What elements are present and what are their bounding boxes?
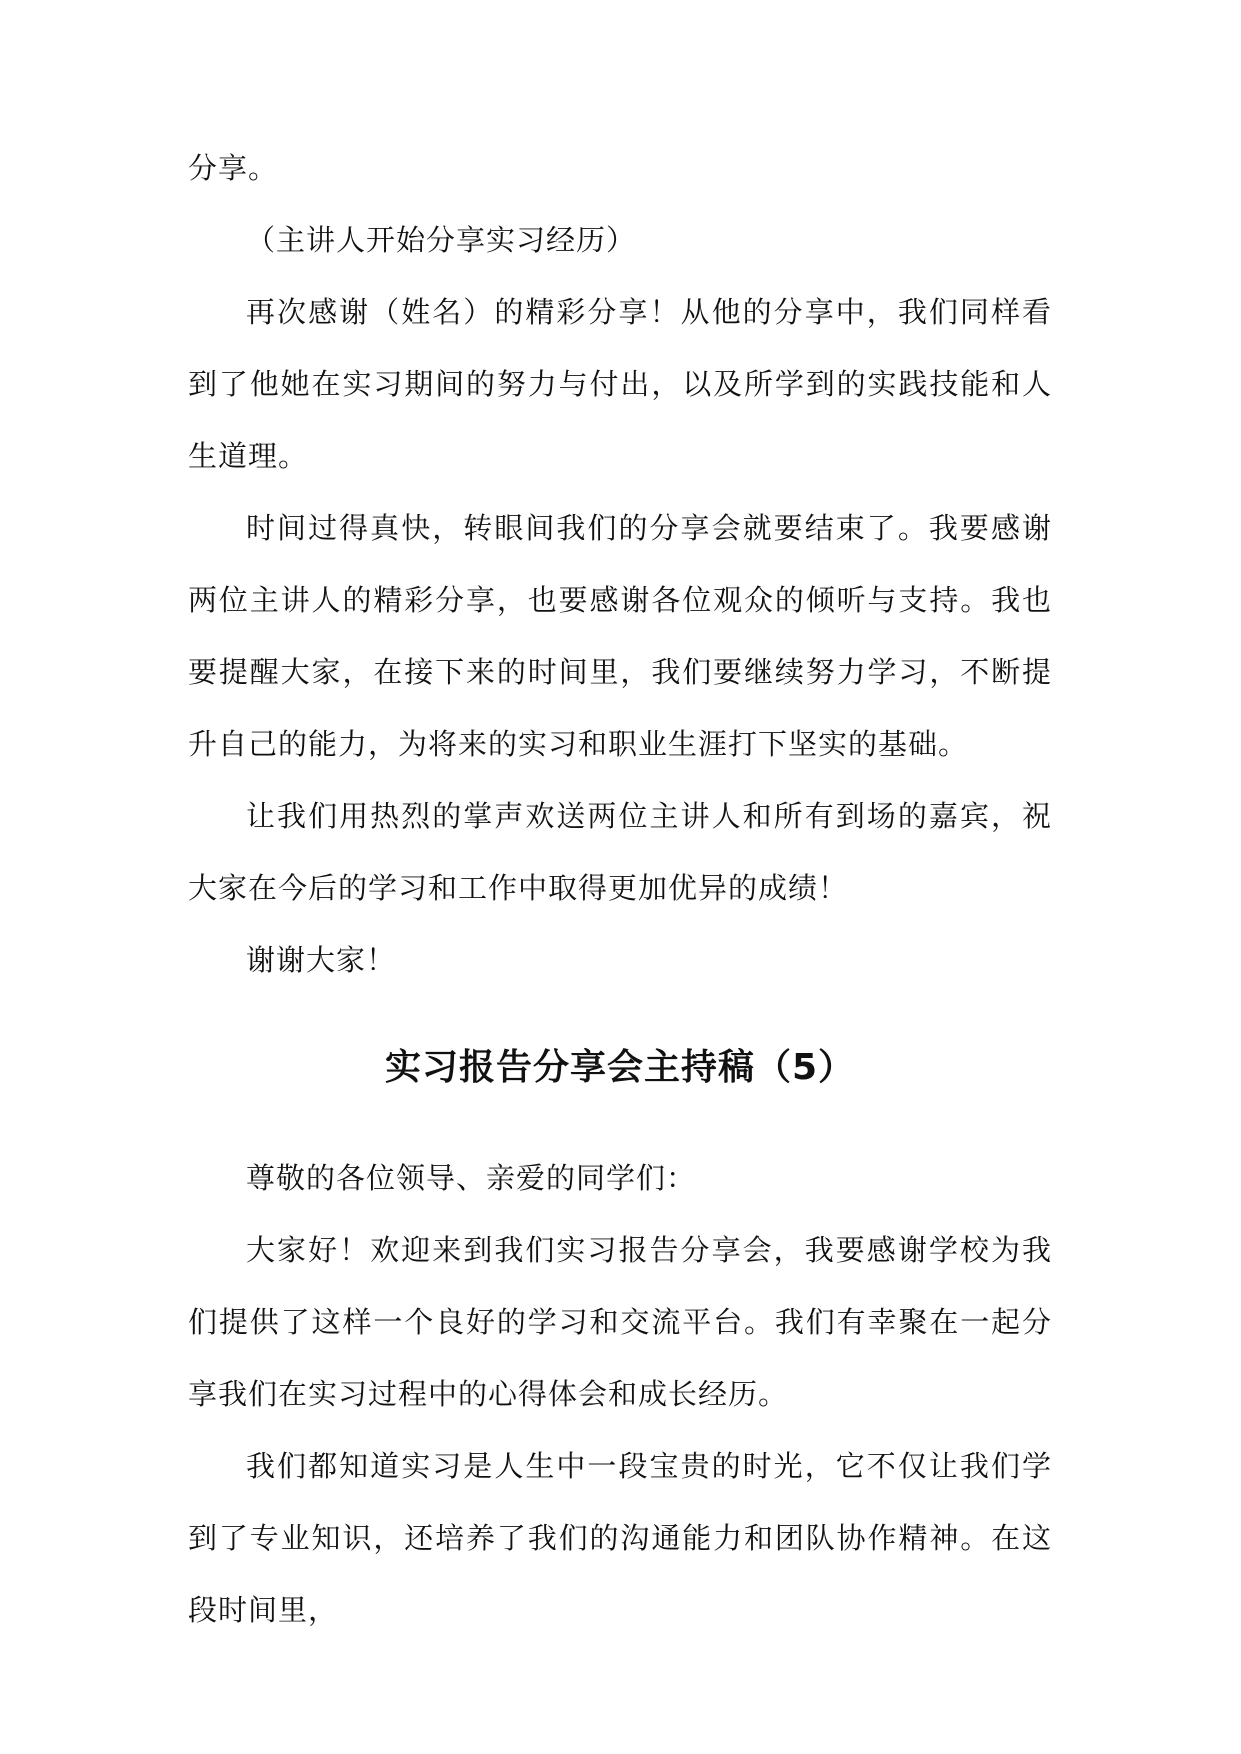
paragraph-stage-note: （主讲人开始分享实习经历） bbox=[246, 223, 637, 257]
paragraph-thank-you: 谢谢大家！ bbox=[246, 943, 397, 977]
paragraph-greeting: 尊敬的各位领导、亲爱的同学们： bbox=[246, 1161, 697, 1195]
section-title: 实习报告分享会主持稿（5） bbox=[384, 1047, 856, 1088]
paragraph-thanks: 再次感谢（姓名）的精彩分享！从他的分享中，我们同样看到了他她在实习期间的努力与付出，以及所学到的实践技能和人生道理。 bbox=[188, 295, 1052, 473]
paragraph-continued: 分享。 bbox=[188, 151, 279, 185]
paragraph-closing: 时间过得真快，转眼间我们的分享会就要结束了。我要感谢两位主讲人的精彩分享，也要感谢各位观众的倾听与支持。我也要提醒大家，在接下来的时间里，我们要继续努力学习，不断提升自己的能力，为将来的实习和职业生涯打下坚实的基础。 bbox=[188, 511, 1052, 761]
paragraph-farewell: 让我们用热烈的掌声欢送两位主讲人和所有到场的嘉宾，祝大家在今后的学习和工作中取得更加优异的成绩！ bbox=[188, 799, 1052, 905]
document-content bbox=[188, 132, 1052, 1646]
paragraph-internship-value: 我们都知道实习是人生中一段宝贵的时光，它不仅让我们学到了专业知识，还培养了我们的沟通能力和团队协作精神。在这段时间里， bbox=[188, 1449, 1052, 1627]
paragraph-welcome: 大家好！欢迎来到我们实习报告分享会，我要感谢学校为我们提供了这样一个良好的学习和交流平台。我们有幸聚在一起分享我们在实习过程中的心得体会和成长经历。 bbox=[188, 1233, 1052, 1411]
